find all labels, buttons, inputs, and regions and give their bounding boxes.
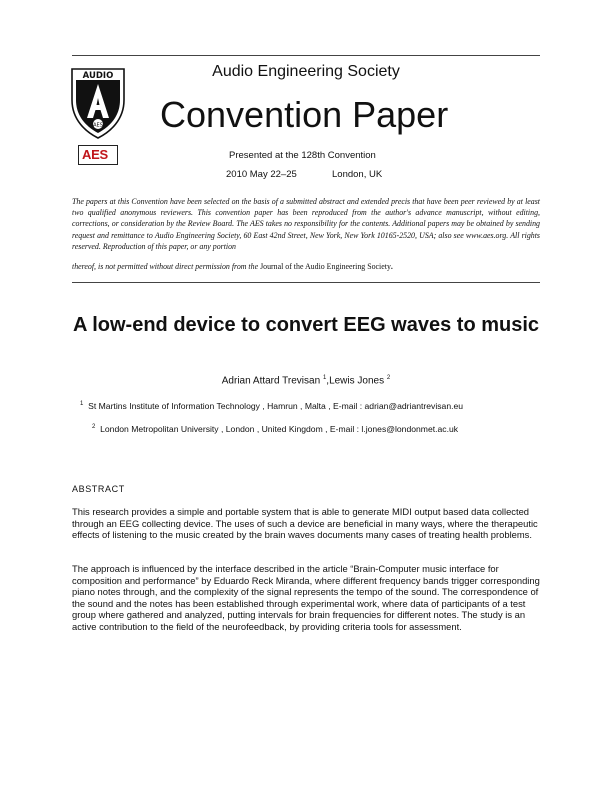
society-name-text: Audio Engineering Society — [212, 63, 400, 80]
logo-word: AUDIO — [82, 71, 114, 81]
authors: Adrian Attard Trevisan $^1$,Lewis Jones $^2$ — [221, 375, 391, 387]
abstract-heading: ABSTRACT — [72, 484, 125, 494]
presented-at: Presented at the 128th Convention — [229, 150, 376, 161]
convention-date: 2010 May 22–25 — [226, 169, 297, 180]
disclaimer-last-line — [72, 262, 540, 271]
paper-title: A low-end device to convert EEG waves to music — [72, 314, 540, 336]
affiliation-2-sup: 2 — [92, 424, 96, 431]
author-1-sup: 1 — [322, 375, 327, 381]
author-2-sup: 2 — [386, 375, 391, 381]
disclaimer: The papers at this Convention have been selected on the basis of a submitted abstract and extended precis that have been peer reviewed by at least two qualified anonymous reviewers. This convention paper has been reproduced from the author's advance manuscript, without editing, corrections, or consideration by the Review Board. The AES takes no responsibility for the contents. Additional papers may be obtained by sending request and remittance to Audio Engineering Society, 60 East 42nd Street, New York, New York 10165-2520, USA; also see www.aes.org. All rights reserved. Reproduction of this paper, or any portion — [72, 197, 540, 251]
aes-badge: AES — [78, 145, 118, 165]
affiliation-1-text: St Martins Institute of Information Technology , Hamrun , Malta , E-mail : adrian@adriantrevisan.eu — [88, 401, 464, 411]
author-2: Lewis Jones — [329, 375, 385, 387]
journal-name: Journal of the Audio Engineering Society — [260, 262, 391, 271]
convention-location: London, UK — [332, 169, 383, 180]
disclaimer-last-a: thereof, is not permitted without direct permission from the — [72, 262, 259, 271]
society-name — [0, 63, 612, 81]
abstract-paragraph-1: This research provides a simple and portable system that is able to generate MIDI output based data collected through an EEG collecting device. The uses of such a device are beneficial in many ways, where the therapeutic effects of listening to the music created by the brain waves documents many cases of treating health problems. — [72, 506, 538, 540]
header-bottom-rule — [72, 282, 540, 283]
disclaimer-period: . — [390, 262, 393, 271]
abstract-paragraph-2: The approach is influenced by the interface described in the article “Brain-Computer music interface for composition and performance” by Eduardo Reck Miranda, where different frequency bands trigger corresponding piano notes through, and the complexity of the signal represents the tempo of the sound. The correspondence of the sound and the notes has been established through experimental work, where data of participants of a test group where gathered and analyzed, putting intervals for brain frequencies for different notes. The study is an active contribution to the field of the neurofeedback, by providing criteria tools for assessment. — [72, 563, 540, 632]
top-rule — [72, 55, 540, 56]
convention-title: Convention Paper — [160, 94, 449, 135]
affiliation-1-sup: 1 — [80, 401, 84, 408]
logo-monogram: AES — [93, 122, 103, 129]
affiliation-2-text: London Metropolitan University , London , United Kingdom , E-mail : l.jones@londonmet.ac.uk — [100, 424, 459, 434]
affiliation-1 — [80, 401, 463, 411]
affiliation-2 — [92, 424, 458, 434]
author-1: Adrian Attard Trevisan — [221, 375, 321, 387]
